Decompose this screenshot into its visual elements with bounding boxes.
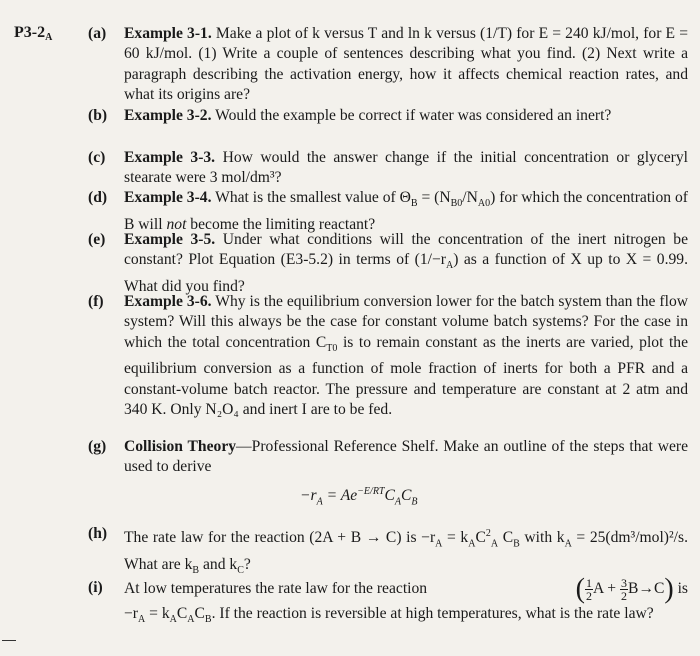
item-label: (a) — [88, 25, 107, 42]
subscript: C — [237, 564, 244, 576]
item-title: Collision Theory — [124, 438, 237, 455]
item-text: . If the reaction is reversible at high temperatures, what is the rate law? — [211, 605, 654, 622]
item-label: (g) — [88, 438, 107, 455]
item-title: Example 3-4. — [124, 189, 212, 206]
item-text: The rate law for the reaction (2A + B → C) is −r — [124, 529, 436, 547]
subscript: A — [187, 614, 195, 626]
item-c — [88, 148, 688, 189]
item-e — [88, 230, 688, 297]
subscript: A — [468, 538, 476, 550]
item-label: (i) — [88, 579, 103, 596]
item-title: Example 3-6. — [124, 293, 212, 310]
item-text: ? — [243, 555, 251, 573]
item-label: (b) — [88, 107, 108, 124]
item-text: = 25(dm³/mol)²/s. What are k — [124, 529, 688, 573]
item-f — [88, 292, 688, 421]
problem-id — [14, 24, 52, 43]
item-text: = (N — [417, 189, 451, 206]
numerator: 3 — [620, 575, 627, 590]
superscript: −E/RT — [357, 486, 385, 497]
collision-theory-equation — [300, 486, 418, 507]
fraction-half — [585, 577, 593, 602]
item-text: = k — [149, 605, 170, 622]
item-d — [88, 188, 688, 235]
subscript: A — [445, 260, 454, 272]
item-text: C — [176, 605, 188, 622]
problem-difficulty: A — [45, 32, 53, 43]
subscript: A — [435, 538, 443, 550]
item-label: (f) — [88, 293, 104, 310]
plus-sign: + — [603, 579, 620, 597]
rate-law-line — [124, 604, 688, 631]
species-a: A — [592, 579, 604, 597]
item-text: ) for which the concentration of B will — [124, 189, 688, 233]
item-title: Example 3-5. — [124, 231, 216, 248]
item-title: Example 3-1. — [124, 25, 212, 42]
item-text: What is the smallest value of Θ — [215, 189, 411, 206]
eq-part: C — [401, 487, 412, 505]
arrow-icon: → — [638, 579, 654, 597]
item-text: C — [475, 529, 486, 547]
item-text: Why is the equilibrium conversion lower for the batch system than the flow system? Will this always be the case for constant volume batch systems? For the case in which the total concentration C — [124, 293, 689, 351]
item-text: −r — [124, 605, 138, 622]
item-label: (c) — [88, 149, 106, 166]
subscript: B0 — [450, 198, 463, 210]
eq-part: C — [384, 487, 395, 505]
item-label: (e) — [88, 231, 106, 248]
item-text: Would the example be correct if water was considered an inert? — [215, 107, 612, 124]
right-paren: ) — [664, 573, 674, 604]
numerator: 1 — [585, 575, 592, 590]
superscript: 2 — [485, 528, 491, 539]
item-text: —Professional Reference Shelf. Make an outline of the steps that were used to derive — [124, 438, 688, 476]
eq-part: = Ae — [322, 487, 358, 505]
left-paren: ( — [575, 573, 585, 604]
item-title: Example 3-2. — [124, 107, 212, 124]
item-h — [88, 524, 688, 581]
item-text: become the limiting reactant? — [186, 215, 376, 233]
item-text: = k — [442, 529, 469, 547]
item-text: At low temperatures the rate law for the reaction — [124, 579, 428, 597]
subscript: B — [204, 614, 212, 626]
problem-number: P3-2 — [14, 24, 46, 41]
subscript: B — [410, 198, 418, 210]
item-text: /N — [462, 189, 478, 206]
item-a — [88, 24, 688, 106]
subscript: A — [490, 538, 499, 550]
item-i — [88, 573, 688, 631]
reaction-expression — [575, 573, 688, 604]
item-label: (h) — [88, 525, 108, 542]
item-b — [88, 106, 688, 126]
subscript: T0 — [326, 342, 338, 354]
item-text: is — [677, 579, 688, 597]
item-text: ) as a function of X up to X = 0.99. What did you find? — [124, 251, 688, 295]
item-text: is to remain constant as the inerts are varied, plot the equilibrium conversion as a function of mole fraction of inerts for both a PFR and a constant-volume batch reactor. The pressure and temperature are constant at 2 atm and 340 K. Only N₂O₄ and inert I are to be fed. — [124, 333, 688, 419]
item-text: Make a plot of k versus T and ln k versus (1/T) for E = 240 kJ/mol, for E = 60 kJ/mol. (1) Write a couple of sentences describing what you find. (2) Next write a paragraph describing the activation energy, how it affects chemical reaction rates, and what its origins are? — [124, 25, 688, 104]
subscript: A — [169, 614, 177, 626]
item-text: C — [502, 529, 514, 547]
item-g — [88, 437, 688, 478]
item-text: How would the answer change if the initial concentration or glyceryl stearate were 3 mol/dm³? — [124, 149, 688, 187]
subscript: A — [138, 614, 146, 626]
species-c: C — [653, 579, 665, 597]
item-text: and k — [199, 555, 238, 573]
reaction-line — [124, 574, 688, 604]
item-text: Under what conditions will the concentration of the inert nitrogen be constant? Plot Equation (E3-5.2) in terms of (1/−r — [124, 231, 688, 269]
item-text: with k — [519, 529, 565, 547]
subscript: A — [316, 496, 323, 508]
species-b: B — [627, 579, 639, 597]
eq-part: −r — [300, 487, 317, 505]
item-label: (d) — [88, 189, 108, 206]
denominator: 2 — [620, 588, 627, 603]
emphasis-not: not — [166, 215, 187, 233]
subscript: B — [411, 496, 418, 508]
item-text: C — [194, 605, 205, 622]
subscript: A — [564, 538, 572, 550]
subscript: B — [513, 538, 520, 550]
item-title: Example 3-3. — [124, 149, 216, 166]
subscript: B — [192, 564, 200, 576]
subscript: A0 — [477, 198, 491, 210]
denominator: 2 — [585, 588, 592, 603]
fraction-three-halves — [620, 577, 628, 602]
subscript: A — [394, 496, 402, 508]
page-edge-mark — [2, 640, 16, 641]
